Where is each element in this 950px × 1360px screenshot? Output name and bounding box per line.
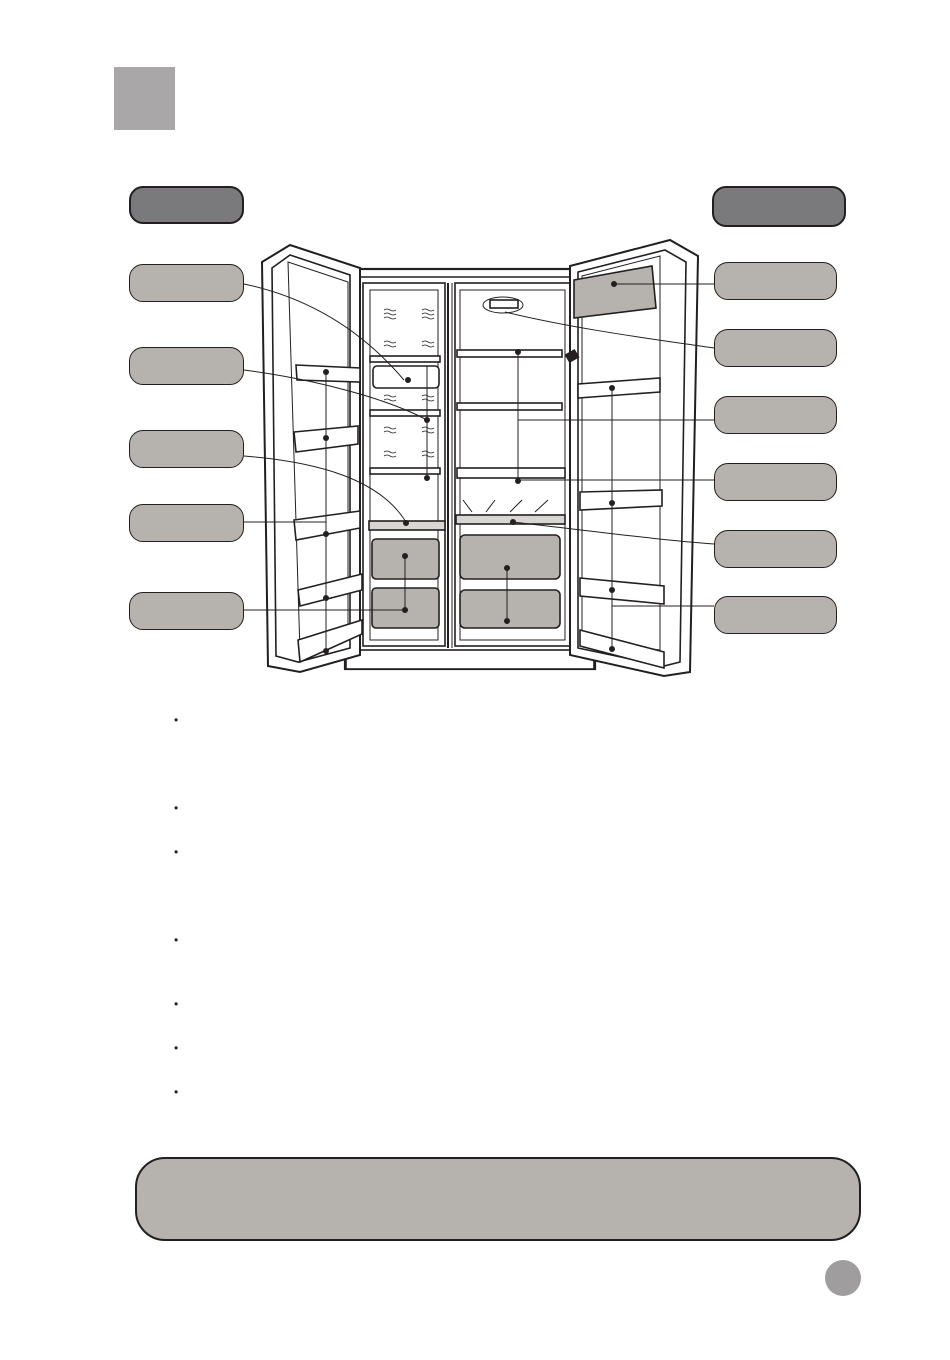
fridge-shelf-3 — [457, 468, 565, 478]
note-box — [135, 1157, 861, 1241]
fridge-shelf-2 — [457, 403, 562, 410]
freezer-shelf-2 — [370, 410, 440, 416]
page-number-badge — [825, 1260, 861, 1296]
bullet-4: • — [174, 933, 179, 947]
bullet-7: • — [174, 1085, 179, 1099]
bullet-1: • — [174, 713, 179, 727]
fridge-shelf-1 — [457, 350, 562, 357]
fridge-crisper-1 — [460, 535, 560, 579]
fridge-door-bin-2 — [580, 490, 662, 510]
cabinet-base — [346, 650, 594, 669]
fridge-crisper-2 — [460, 590, 560, 628]
bullet-6: • — [174, 1041, 179, 1055]
freezer-shelf-1 — [370, 356, 440, 362]
bullet-3: • — [174, 845, 179, 859]
bullet-5: • — [174, 997, 179, 1011]
bullet-2: • — [174, 801, 179, 815]
freezer-shelf-3 — [370, 468, 440, 474]
